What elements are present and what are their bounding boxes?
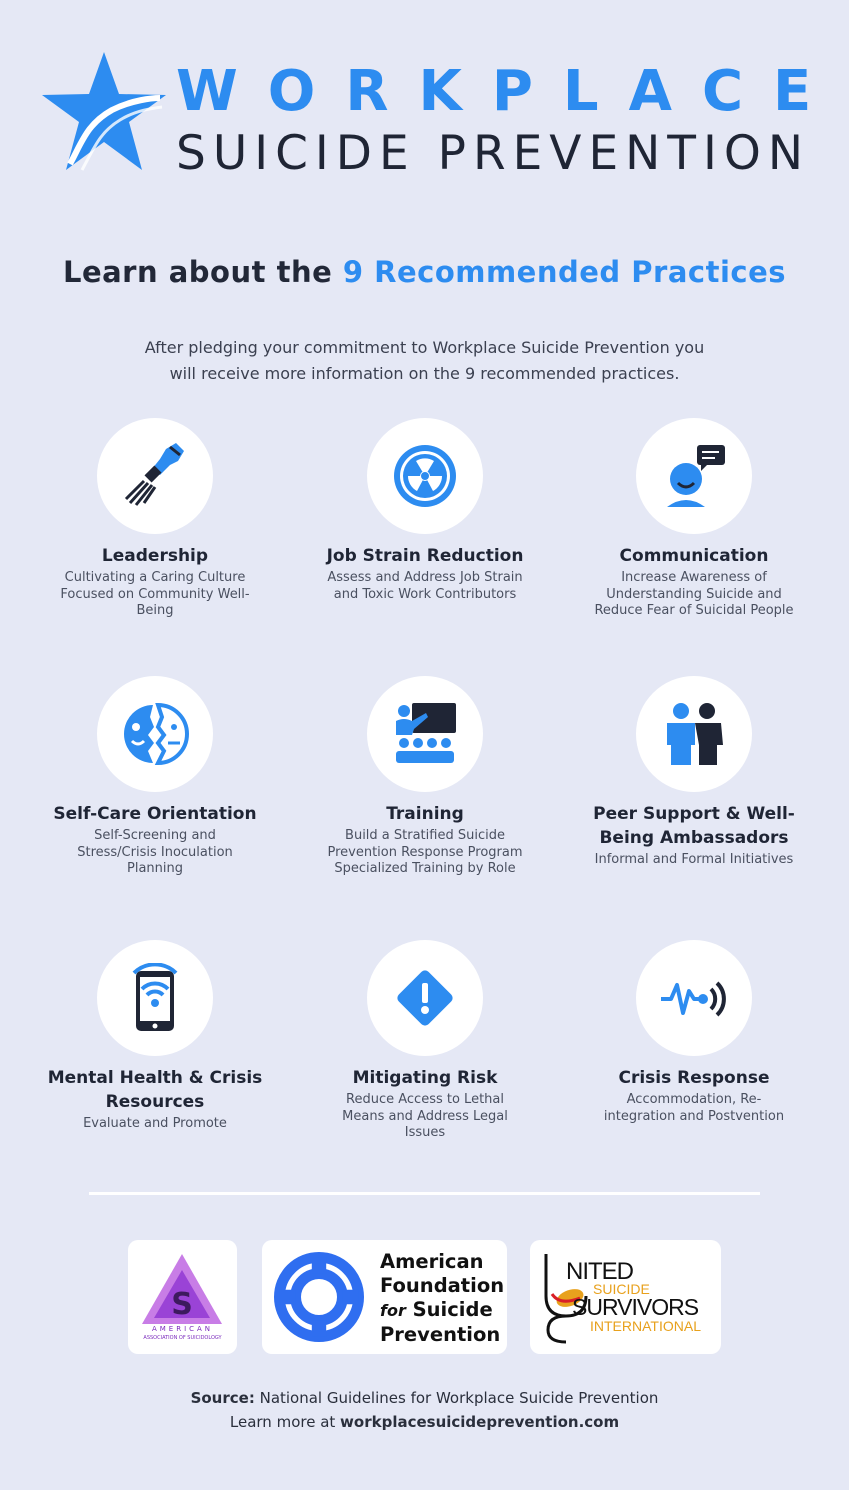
source-line (0, 1386, 849, 1410)
practice-card-training (310, 676, 540, 878)
source-text: National Guidelines for Workplace Suicide Prevention (254, 1389, 659, 1407)
practice-card-peer-support (579, 676, 809, 869)
heartbeat-signal-icon (659, 963, 729, 1033)
usi-suicide: SUICIDE (593, 1281, 650, 1297)
aas-label-american: AMERICAN (151, 1325, 214, 1333)
learn-prefix: Learn more at (229, 1413, 341, 1431)
header (0, 0, 849, 200)
learn-more-link[interactable]: workplacesuicideprevention.com (340, 1413, 620, 1431)
practice-desc: Reduce Access to Lethal Means and Address Legal Issues (342, 1092, 508, 1140)
afsp-name (380, 1250, 504, 1347)
practice-card-job-strain (310, 418, 540, 603)
intro-text (130, 335, 719, 387)
afsp-line-3 (380, 1298, 504, 1323)
heading-accent: 9 Recommended Practices (342, 255, 787, 289)
practice-card-leadership (40, 418, 270, 620)
practice-title: Crisis Response (618, 1068, 770, 1088)
practice-desc: Build a Stratified Suicide Prevention Response Program Specialized Training by Role (327, 828, 523, 876)
intro-line-1: After pledging your commitment to Workplace Suicide Prevention you (144, 338, 705, 357)
usi-nited: NITED (566, 1258, 633, 1285)
section-heading (0, 255, 849, 289)
heading-prefix: Learn about the (62, 255, 343, 289)
radiation-icon (390, 441, 460, 511)
learn-more-line (0, 1410, 849, 1434)
title-workplace: WORKPLACE (176, 59, 842, 124)
afsp-line-1: American (380, 1250, 484, 1273)
afsp-line-4: Prevention (380, 1323, 501, 1346)
practice-card-mitigating-risk (310, 940, 540, 1142)
icon-circle (367, 418, 483, 534)
person-speech-icon (659, 441, 729, 511)
icon-circle (636, 676, 752, 792)
practice-card-self-care (40, 676, 270, 878)
warning-diamond-icon (390, 963, 460, 1033)
practice-title: Leadership (101, 546, 209, 566)
hand-pointer-icon (120, 441, 190, 511)
icon-circle (97, 940, 213, 1056)
icon-circle (97, 676, 213, 792)
practice-card-crisis-response (579, 940, 809, 1125)
intro-line-2: will receive more information on the 9 recommended practices. (169, 364, 680, 383)
usi-international: INTERNATIONAL (590, 1318, 701, 1334)
practice-desc: Assess and Address Job Strain and Toxic Work Contributors (327, 570, 523, 602)
source-footer (0, 1386, 849, 1434)
practice-desc: Evaluate and Promote (83, 1116, 227, 1131)
partner-logo-afsp[interactable] (262, 1240, 507, 1354)
practice-title: Mental Health & Crisis Resources (47, 1068, 263, 1112)
practice-title: Mitigating Risk (352, 1068, 498, 1088)
practice-desc: Self-Screening and Stress/Crisis Inoculation Planning (77, 828, 233, 876)
partner-logo-aas[interactable] (128, 1240, 237, 1354)
afsp-for: for (380, 1301, 406, 1320)
icon-circle (636, 940, 752, 1056)
practice-desc: Cultivating a Caring Culture Focused on Community Well-Being (60, 570, 250, 618)
practice-title: Peer Support & Well-Being Ambassadors (593, 804, 795, 848)
practice-desc: Informal and Formal Initiatives (594, 852, 794, 867)
icon-circle (97, 418, 213, 534)
icon-circle (367, 940, 483, 1056)
icon-circle (367, 676, 483, 792)
faces-icon (120, 699, 190, 769)
title-suicide-prevention: SUICIDE PREVENTION (176, 126, 811, 181)
icon-circle (636, 418, 752, 534)
classroom-icon (390, 699, 460, 769)
practice-card-communication (579, 418, 809, 620)
aas-letter: S (171, 1287, 193, 1322)
lifebuoy-icon (274, 1252, 364, 1342)
afsp-suicide: Suicide (405, 1298, 493, 1321)
partner-logo-usi[interactable] (530, 1240, 721, 1354)
practice-title: Job Strain Reduction (326, 546, 524, 566)
practice-desc: Increase Awareness of Understanding Suicide and Reduce Fear of Suicidal People (594, 570, 794, 618)
star-road-logo-icon (42, 52, 166, 180)
afsp-line-2: Foundation (380, 1274, 505, 1297)
two-people-icon (659, 699, 729, 769)
divider (89, 1192, 760, 1195)
usi-survivors: SURVIVORS (572, 1294, 699, 1320)
practice-title: Self-Care Orientation (53, 804, 257, 824)
practice-title: Communication (619, 546, 769, 566)
practice-desc: Accommodation, Re-integration and Postvention (603, 1092, 785, 1124)
phone-wifi-icon (120, 963, 190, 1033)
practice-title: Training (386, 804, 464, 824)
source-label: Source: (190, 1389, 255, 1407)
aas-label-association: ASSOCIATION OF SUICIDOLOGY (143, 1335, 222, 1341)
practice-card-mental-health (40, 940, 270, 1133)
